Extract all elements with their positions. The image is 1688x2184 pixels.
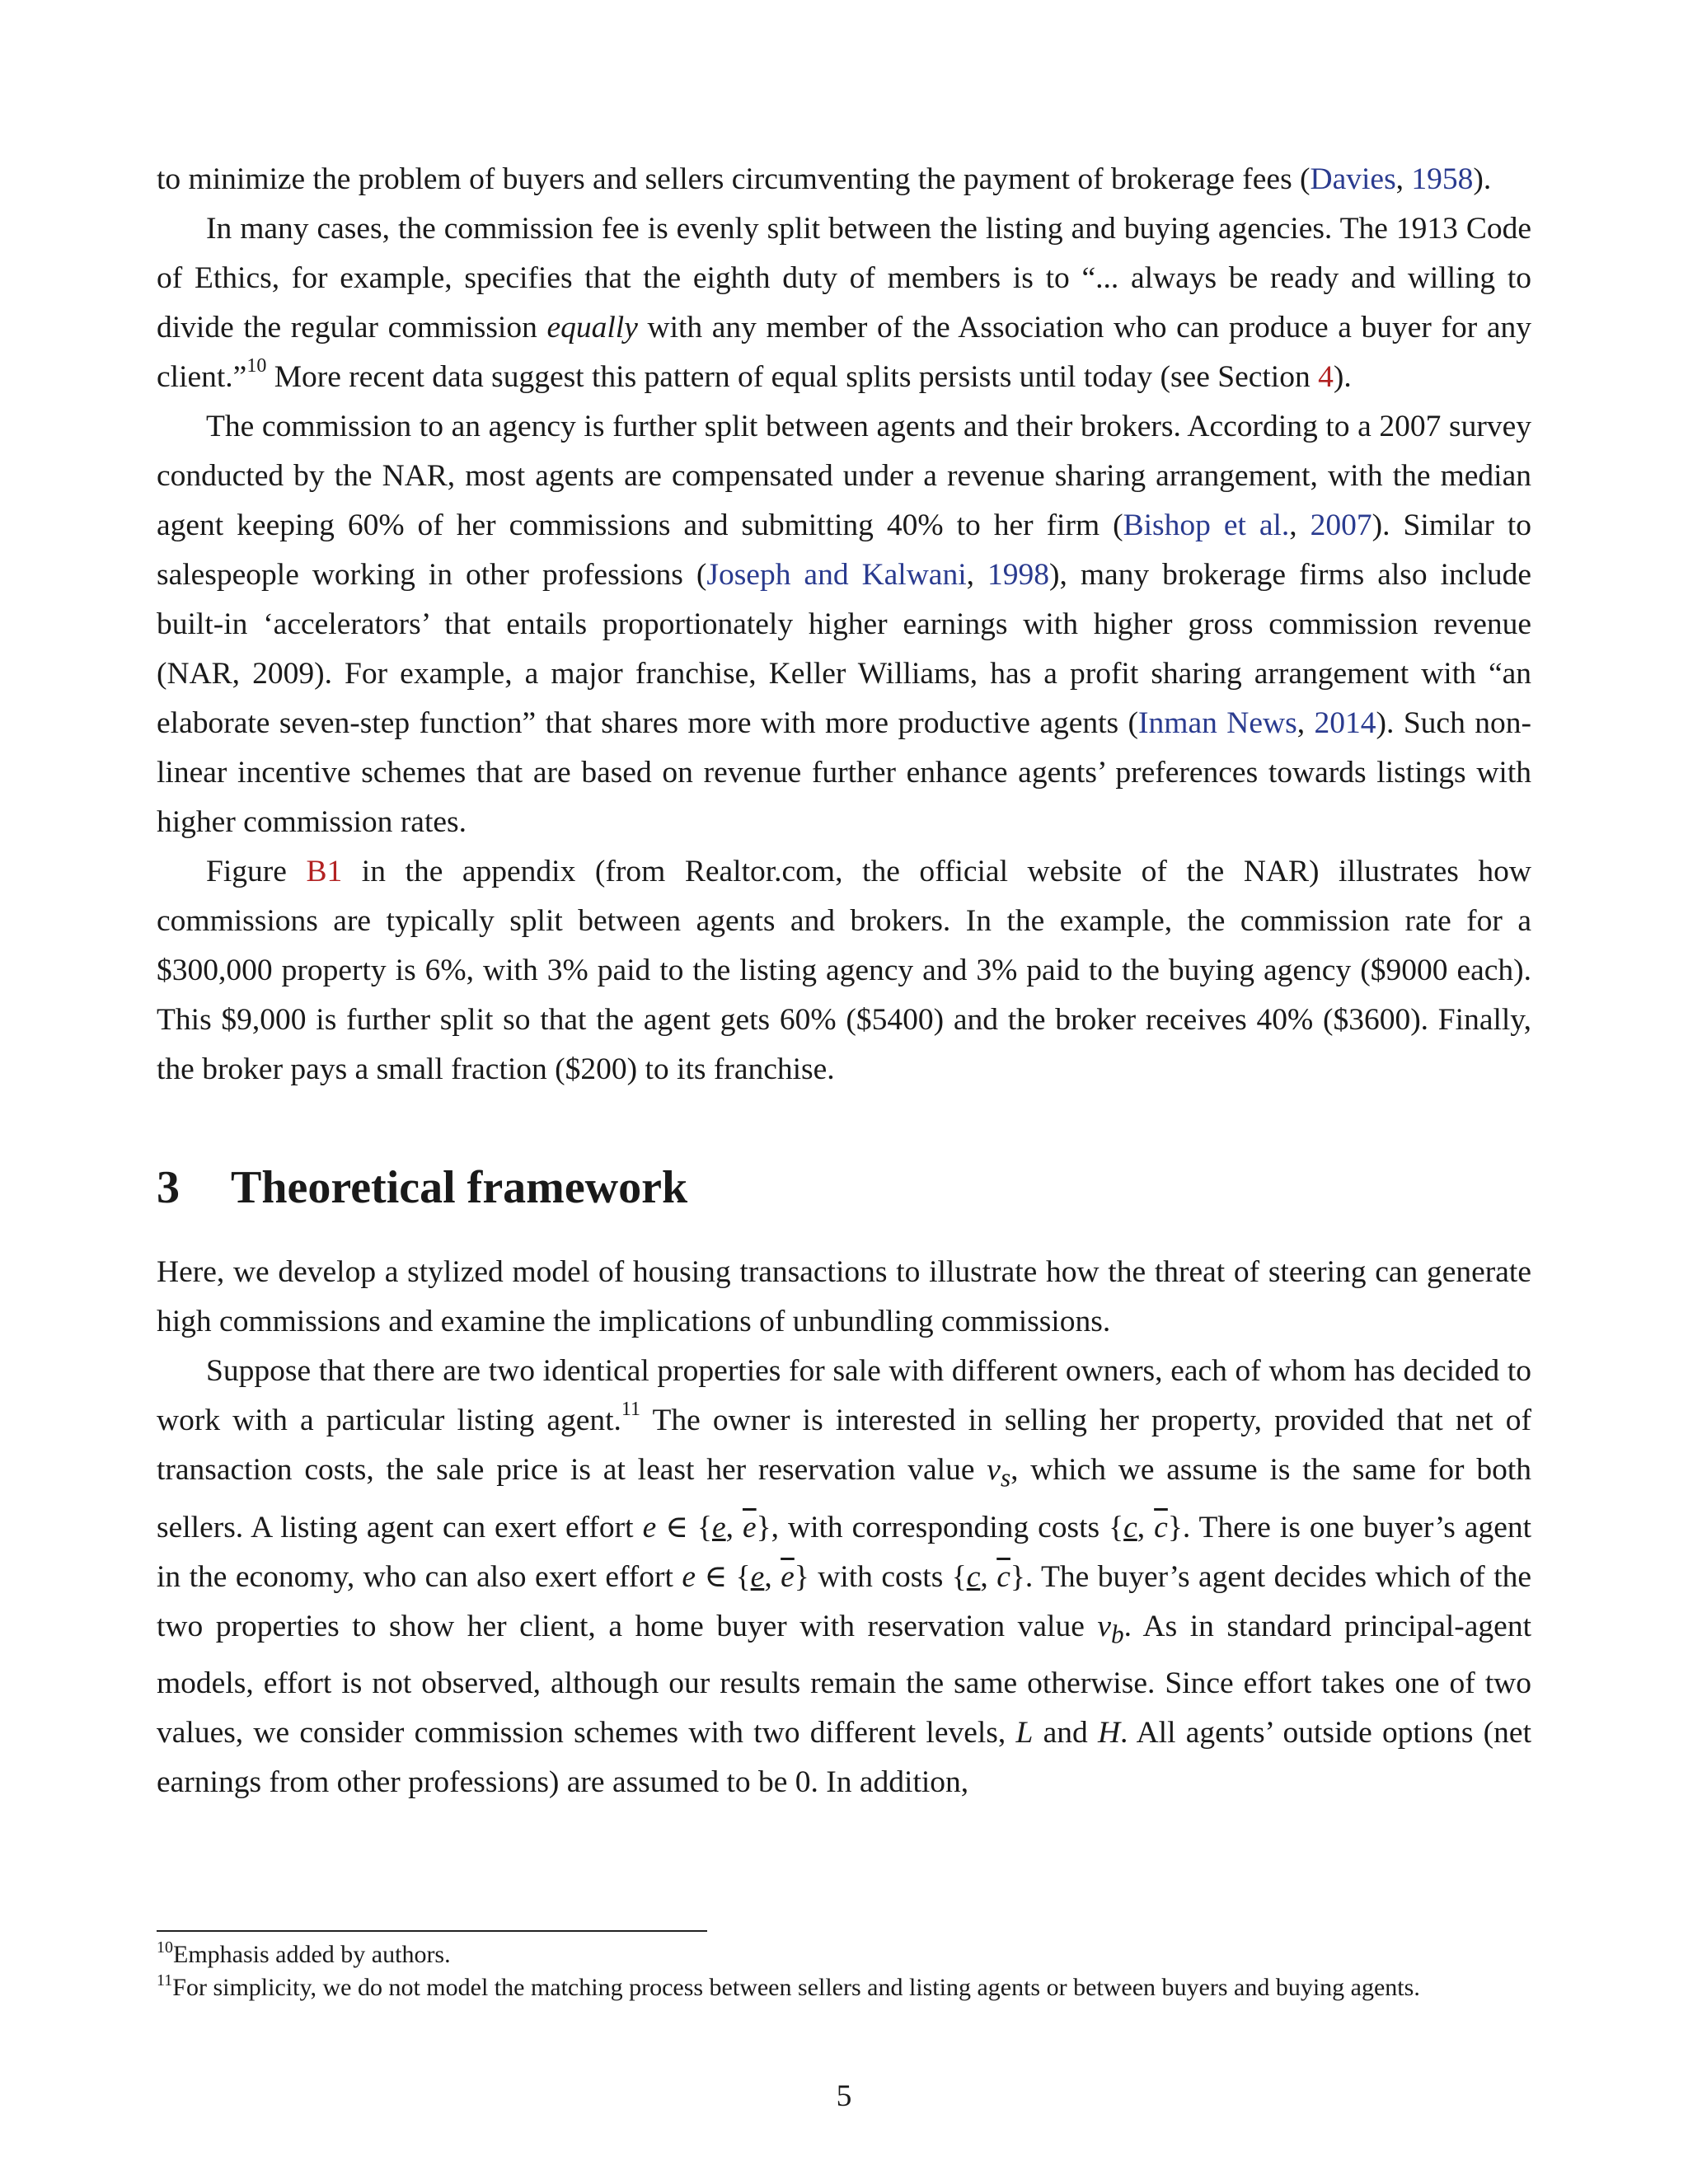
math-symbol: , — [764, 1559, 781, 1594]
citation-davies-year[interactable] — [1411, 162, 1473, 196]
math-symbol: , — [1137, 1510, 1155, 1544]
math-symbol: , — [980, 1559, 997, 1594]
math-variable: v — [987, 1453, 1001, 1487]
paragraph-text: Suppose that there are two identical properties for sale with different owners, each of whom has decided to work with a particular listing agent. — [157, 1354, 1531, 1437]
math-variable: e — [682, 1559, 696, 1594]
math-variable: H — [1097, 1716, 1121, 1750]
footnotes — [157, 1938, 1531, 2004]
paragraph-text: , with corresponding costs { — [771, 1510, 1124, 1544]
footnote-10 — [157, 1938, 1531, 1971]
paragraph-text: with costs { — [809, 1559, 967, 1594]
citation-bishop[interactable]: Bishop et al. — [1123, 509, 1290, 542]
paragraph-text: Here, we develop a stylized model of housing transactions to illustrate how the threat of steering can generate high commissions and examine the implications of unbundling commissions. — [157, 1255, 1531, 1338]
citation-year[interactable]: 1958 — [1411, 162, 1474, 196]
paragraph-2 — [157, 204, 1531, 402]
paragraph-text: ). Such non-linear incentive schemes that are based on revenue further enhance agents’ preferences towards listings with higher commission rates. — [157, 706, 1531, 839]
paragraph-text: The commission to an agency is further split between agents and their brokers. According to a 2007 survey conducted by the NAR, most agents are compensated under a revenue sharing arrangement, with the median agent keeping 60% of her commissions and submitting 40% to her firm ( — [157, 410, 1531, 542]
paragraph-text: . There is one buyer’s agent in the economy, who can also exert effort — [157, 1510, 1532, 1594]
math-symbol: } — [1167, 1510, 1183, 1544]
page-number: 5 — [836, 2079, 852, 2113]
paragraph-5 — [157, 1248, 1531, 1347]
paragraph-text: In many cases, the commission fee is evenly split between the listing and buying agencies. The 1913 Code of Ethics, for example, specifies that the eighth duty of members is to “... always be ready and willing to divide the regular commission — [157, 212, 1531, 344]
footnote-mark: 10 — [157, 1938, 173, 1957]
citation-separator: , — [1289, 509, 1311, 542]
math-variable: e — [750, 1559, 765, 1594]
citation-joseph-kalwani[interactable]: Joseph and Kalwani — [706, 558, 967, 592]
paragraph-text: The owner is interested in selling her property, provided that net of transaction costs, the sale price is at least her reservation value — [157, 1404, 1531, 1487]
math-symbol: ∈ { — [656, 1510, 712, 1544]
citation-bishop-year[interactable]: 2007 — [1310, 509, 1372, 542]
math-subscript: b — [1111, 1619, 1124, 1648]
paragraph-text: , which we assume is the same for both sellers. A listing agent can exert effort — [157, 1453, 1531, 1544]
paragraph-6 — [157, 1347, 1531, 1807]
math-variable: $\overline{c}$ — [996, 1559, 1010, 1594]
paragraph-text: More recent data suggest this pattern of equal splits persists until today (see Section — [266, 360, 1319, 394]
paragraph-4 — [157, 847, 1531, 1094]
paragraph-text: in the appendix (from Realtor.com, the official website of the NAR) illustrates how commissions are typically split between agents and brokers. In the example, the commission rate for a $300,000 property is 6%, with 3% paid to the listing agency and 3% paid to the buying agency ($9000 each). This $9,000 is further split so that the agent gets 60% ($5400) and the broker receives 40% ($3600). Finally, the broker pays a small fraction ($200) to its franchise. — [157, 855, 1531, 1086]
paragraph-text: ). — [1473, 162, 1492, 196]
math-variable: $\overline{e}$ — [781, 1559, 795, 1594]
emphasis-text: equally — [546, 311, 638, 344]
section-heading — [157, 1159, 1531, 1216]
section-title: Theoretical framework — [231, 1162, 688, 1213]
paragraph-text: ), many brokerage firms also include built-in ‘accelerators’ that entails proportionately higher earnings with higher gross commission revenue (NAR, 2009). For example, a major franchise, Keller Williams, has a profit sharing arrangement with “an elaborate seven-step function” that shares more with more productive agents ( — [157, 558, 1532, 740]
paragraph-text: ). — [1333, 360, 1352, 394]
paragraph-text: and — [1033, 1716, 1098, 1750]
paragraph-text: Figure — [206, 855, 307, 888]
footnote-text: For simplicity, we do not model the matching process between sellers and listing agents or between buyers and buying agents. — [172, 1974, 1420, 2001]
math-subscript: s — [1000, 1463, 1011, 1493]
citation-separator: , — [1296, 706, 1315, 740]
citation-separator: , — [1395, 162, 1412, 196]
math-symbol: } — [794, 1559, 809, 1594]
paragraph-text: to minimize the problem of buyers and sellers circumventing the payment of brokerage fees ( — [157, 162, 1311, 196]
paragraph-text: with any member of the Association who can produce a buyer for any client.” — [157, 311, 1532, 394]
section-number: 3 — [157, 1162, 180, 1213]
citation-separator: , — [966, 558, 987, 592]
section-reference-link[interactable]: 4 — [1318, 360, 1334, 394]
paragraph-1 — [157, 155, 1531, 204]
math-variable: c — [966, 1559, 981, 1594]
footnote-marker-10[interactable]: 10 — [246, 355, 267, 377]
footnote-11 — [157, 1971, 1531, 2004]
math-variable: e — [711, 1510, 726, 1544]
citation-inman-news-year[interactable]: 2014 — [1314, 706, 1376, 740]
math-variable: c — [1123, 1510, 1137, 1544]
citation-inman-news[interactable]: Inman News — [1138, 706, 1297, 740]
paragraph-text: . As in standard principal-agent models, effort is not observed, although our results remain the same otherwise. Since effort takes one of two values, we consider commission schemes with two different levels, — [157, 1609, 1531, 1750]
footnote-text: Emphasis added by authors. — [173, 1941, 451, 1968]
math-variable: L — [1015, 1716, 1034, 1750]
citation-author[interactable]: Davies — [1310, 162, 1396, 196]
footnote-mark: 11 — [157, 1971, 173, 1990]
math-variable: e — [642, 1510, 657, 1544]
math-variable: $\overline{c}$ — [1154, 1510, 1168, 1544]
math-variable: $\overline{e}$ — [742, 1510, 757, 1544]
paragraph-text: . The buyer’s agent decides which of the two properties to show her client, a home buyer with reservation value — [157, 1559, 1532, 1643]
page-body — [157, 155, 1531, 1807]
paragraph-text: ). Similar to salespeople working in other professions ( — [157, 509, 1532, 592]
footnote-marker-11[interactable]: 11 — [621, 1399, 641, 1420]
math-symbol: } — [756, 1510, 771, 1544]
paragraph-3 — [157, 402, 1531, 847]
footnote-divider — [157, 1930, 707, 1932]
citation-davies[interactable] — [1311, 162, 1396, 196]
citation-joseph-kalwani-year[interactable]: 1998 — [987, 558, 1049, 592]
math-symbol: } — [1010, 1559, 1025, 1594]
math-symbol: , — [725, 1510, 743, 1544]
paragraph-text: . All agents’ outside options (net earnings from other professions) are assumed to be 0. In addition, — [157, 1716, 1531, 1799]
math-variable: v — [1097, 1609, 1112, 1643]
math-symbol: ∈ { — [696, 1559, 751, 1594]
figure-reference-link[interactable]: B1 — [306, 855, 343, 888]
